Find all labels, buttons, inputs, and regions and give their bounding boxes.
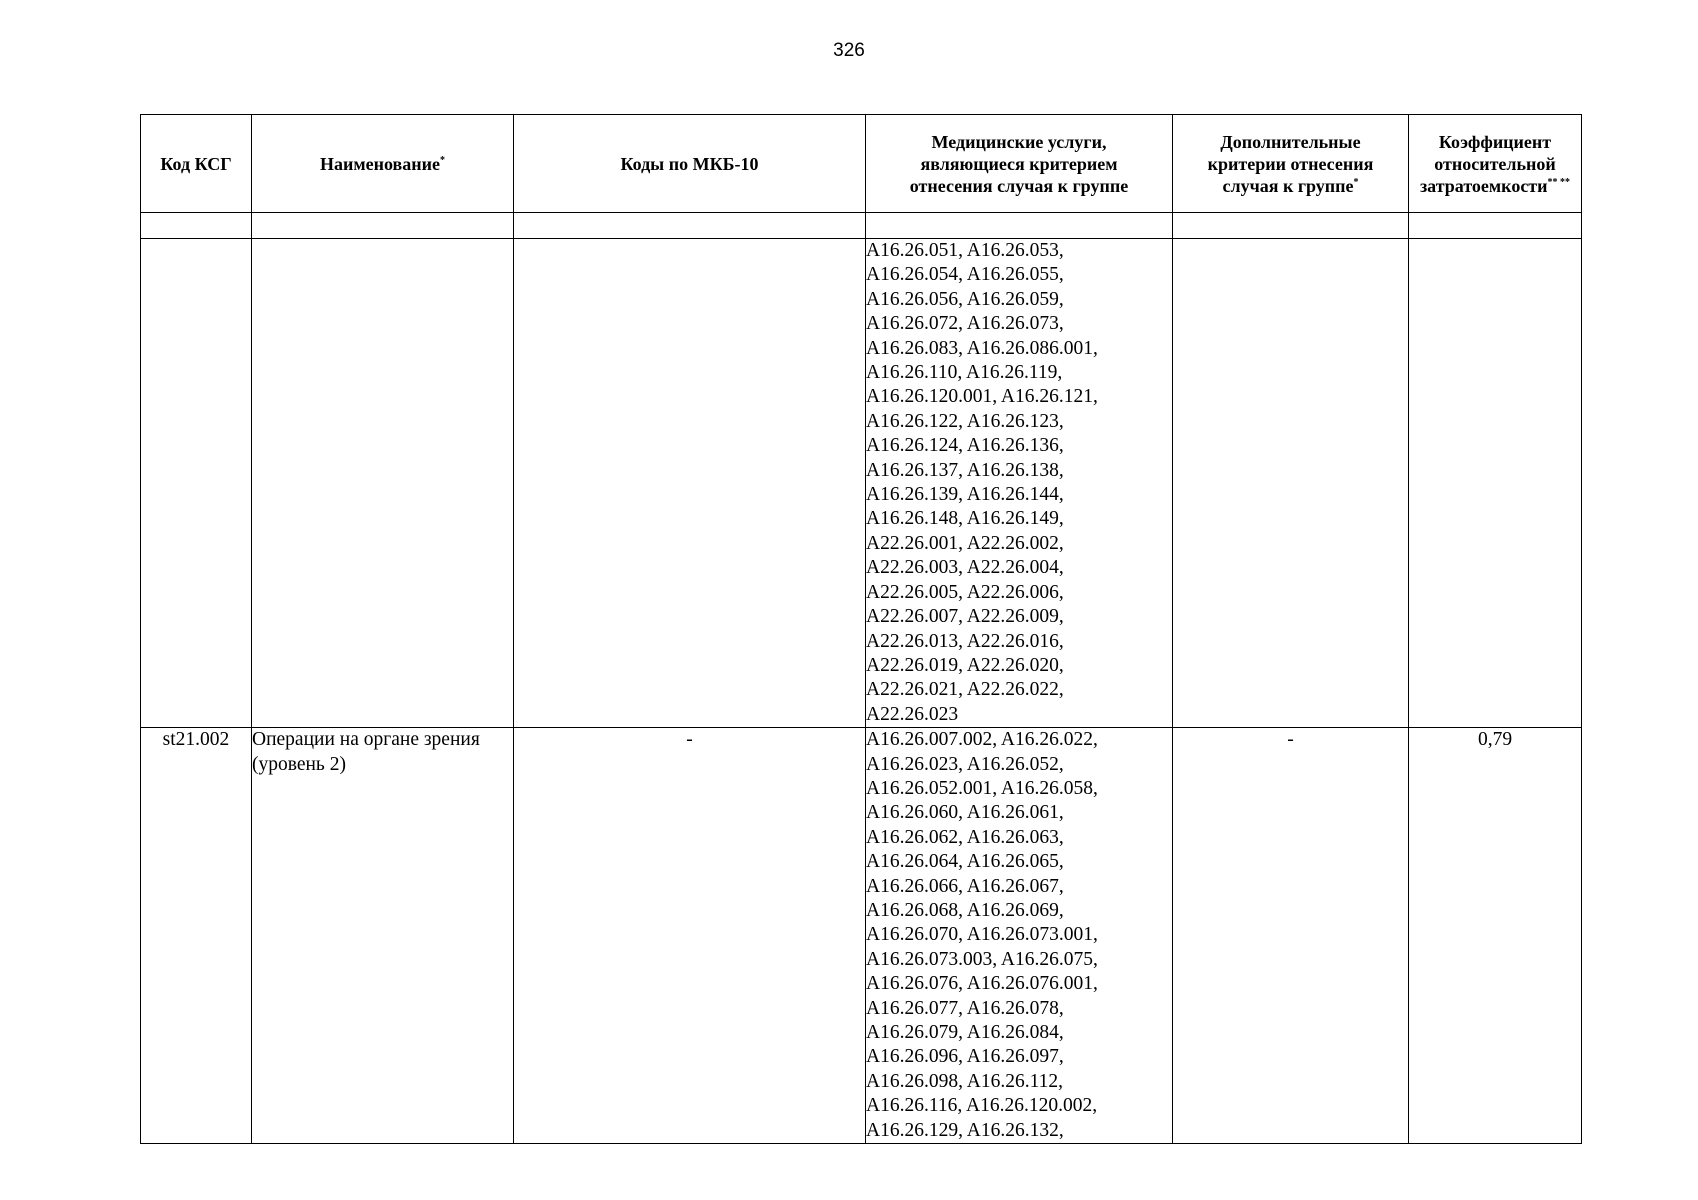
cell-icd xyxy=(514,239,866,728)
service-code-line: A16.26.068, A16.26.069, xyxy=(866,899,1064,921)
cell-extra: - xyxy=(1173,728,1409,1144)
service-code-line: A16.26.064, A16.26.065, xyxy=(866,851,1064,873)
service-code-line: A16.26.098, A16.26.112, xyxy=(866,1070,1063,1092)
service-code-line: A16.26.023, A16.26.052, xyxy=(866,753,1064,775)
cell-name xyxy=(252,239,514,728)
spacer-row xyxy=(141,213,1582,239)
service-code-line: A16.26.129, A16.26.132, xyxy=(866,1119,1064,1141)
service-code-line: A16.26.122, A16.26.123, xyxy=(866,410,1064,432)
service-code-line: A22.26.021, A22.26.022, xyxy=(866,679,1064,701)
cell-services xyxy=(866,239,1173,728)
header-name: Наименование* xyxy=(252,115,514,213)
service-code-line: A16.26.056, A16.26.059, xyxy=(866,288,1064,310)
service-code-line: A16.26.060, A16.26.061, xyxy=(866,802,1064,824)
table-row xyxy=(141,728,1582,1144)
service-code-line: A16.26.079, A16.26.084, xyxy=(866,1022,1064,1043)
service-code-line: A22.26.023 xyxy=(866,703,959,725)
cell-code xyxy=(141,239,252,728)
service-code-line: A16.26.116, A16.26.120.002, xyxy=(866,1095,1098,1117)
header-extra-criteria: Дополнительные критерии отнесения случая к группе* xyxy=(1173,115,1409,213)
ksg-table xyxy=(140,114,1582,1144)
header-icd: Коды по МКБ-10 xyxy=(514,115,866,213)
page-number: 326 xyxy=(833,40,865,61)
service-code-line: A16.26.083, A16.26.086.001, xyxy=(866,337,1098,359)
service-code-line: A22.26.003, A22.26.004, xyxy=(866,557,1064,579)
cell-code: st21.002 xyxy=(141,728,252,1144)
cell-name: Операции на органе зрения (уровень 2) xyxy=(252,728,514,1144)
header-services: Медицинские услуги, являющиеся критерием отнесения случая к группе xyxy=(866,115,1173,213)
service-code-line: A16.26.139, A16.26.144, xyxy=(866,484,1064,506)
service-code-line: A22.26.005, A22.26.006, xyxy=(866,581,1064,603)
cell-extra xyxy=(1173,239,1409,728)
table-row xyxy=(141,239,1582,728)
service-code-line: A16.26.073.003, A16.26.075, xyxy=(866,948,1098,970)
service-code-line: A16.26.110, A16.26.119, xyxy=(866,362,1063,384)
service-code-line: A16.26.124, A16.26.136, xyxy=(866,435,1064,457)
service-code-line: A16.26.054, A16.26.055, xyxy=(866,264,1064,286)
service-code-line: A16.26.007.002, A16.26.022, xyxy=(866,729,1098,751)
service-code-line: A22.26.007, A22.26.009, xyxy=(866,606,1064,628)
service-code-line: A22.26.001, A22.26.002, xyxy=(866,532,1064,554)
service-code-line: A16.26.066, A16.26.067, xyxy=(866,875,1064,897)
cell-icd: - xyxy=(514,728,866,1144)
cell-coefficient xyxy=(1409,239,1582,728)
service-code-line: A16.26.076, A16.26.076.001, xyxy=(866,973,1098,995)
header-code: Код КСГ xyxy=(141,115,252,213)
cell-coefficient: 0,79 xyxy=(1409,728,1582,1144)
service-code-line: A22.26.013, A22.26.016, xyxy=(866,630,1064,652)
service-code-line: A16.26.072, A16.26.073, xyxy=(866,313,1064,335)
table-header-row xyxy=(141,115,1582,213)
service-code-line: A16.26.052.001, A16.26.058, xyxy=(866,777,1098,799)
service-code-line: A16.26.077, A16.26.078, xyxy=(866,997,1064,1019)
service-code-line: A16.26.120.001, A16.26.121, xyxy=(866,386,1098,408)
service-code-line: A16.26.051, A16.26.053, xyxy=(866,240,1064,261)
cell-services xyxy=(866,728,1173,1144)
service-code-line: A16.26.148, A16.26.149, xyxy=(866,508,1064,530)
service-code-line: A22.26.019, A22.26.020, xyxy=(866,654,1064,676)
header-coefficient: Коэффициент относительной затратоемкости** ** xyxy=(1409,115,1582,213)
service-code-line: A16.26.137, A16.26.138, xyxy=(866,459,1064,481)
service-code-line: A16.26.096, A16.26.097, xyxy=(866,1046,1064,1068)
service-code-line: A16.26.070, A16.26.073.001, xyxy=(866,924,1098,946)
service-code-line: A16.26.062, A16.26.063, xyxy=(866,826,1064,848)
